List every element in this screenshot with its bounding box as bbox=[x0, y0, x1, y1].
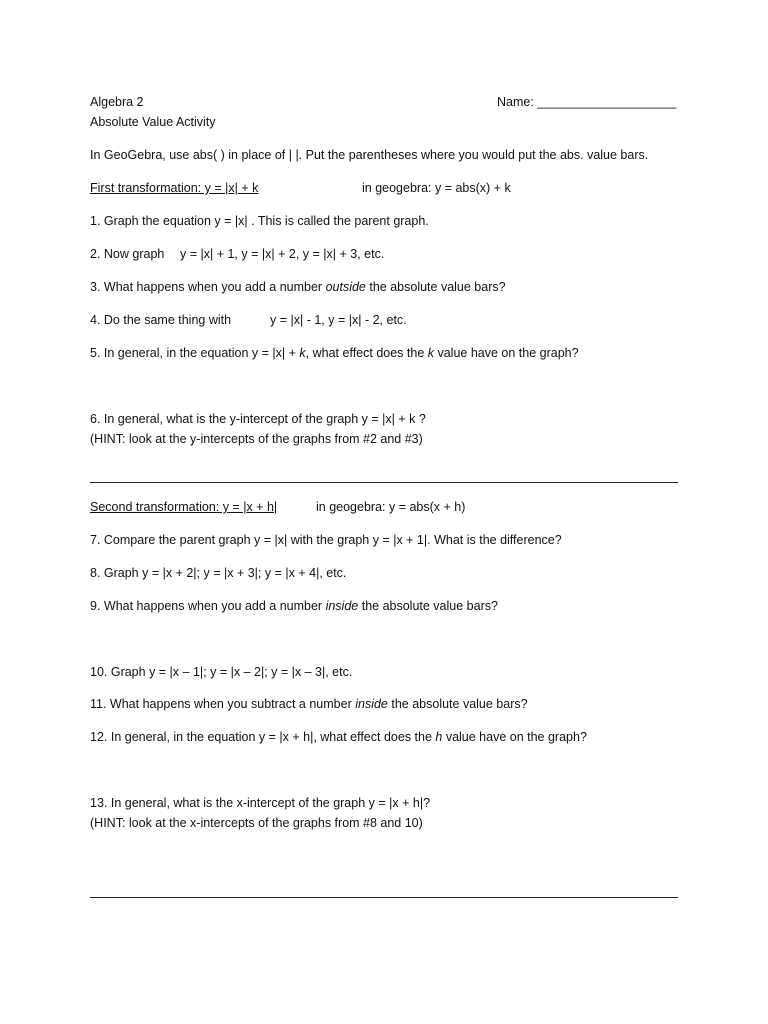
question-9-post: the absolute value bars? bbox=[358, 599, 498, 613]
question-5-post: value have on the graph? bbox=[434, 346, 579, 360]
question-9 bbox=[90, 598, 498, 614]
name-field-label: Name: ____________________ bbox=[497, 95, 677, 109]
question-3 bbox=[90, 279, 506, 295]
question-5 bbox=[90, 345, 579, 361]
question-11 bbox=[90, 696, 528, 712]
question-4-equations: y = |x| - 1, y = |x| - 2, etc. bbox=[270, 313, 407, 327]
question-7: 7. Compare the parent graph y = |x| with the graph y = |x + 1|. What is the difference? bbox=[90, 533, 562, 547]
question-12-pre: 12. In general, in the equation y = |x + h|, what effect does the bbox=[90, 730, 436, 744]
question-2-equations: y = |x| + 1, y = |x| + 2, y = |x| + 3, etc. bbox=[180, 247, 385, 261]
question-4-lead: 4. Do the same thing with bbox=[90, 313, 232, 327]
question-12-h: h bbox=[435, 730, 443, 744]
question-12 bbox=[90, 729, 587, 745]
question-9-emphasis: inside bbox=[325, 599, 359, 613]
question-10: 10. Graph y = |x – 1|; y = |x – 2|; y = |x – 3|, etc. bbox=[90, 665, 353, 679]
question-5-pre: 5. In general, in the equation y = |x| + bbox=[90, 346, 300, 360]
section1-geogebra-note: in geogebra: y = abs(x) + k bbox=[362, 181, 511, 195]
question-12-post: value have on the graph? bbox=[442, 730, 587, 744]
question-6-hint: (HINT: look at the y-intercepts of the graphs from #2 and #3) bbox=[90, 432, 423, 446]
activity-title: Absolute Value Activity bbox=[90, 115, 216, 129]
section2-heading: Second transformation: y = |x + h| bbox=[90, 500, 278, 514]
question-8: 8. Graph y = |x + 2|; y = |x + 3|; y = |x + 4|, etc. bbox=[90, 566, 347, 580]
section1-heading: First transformation: y = |x| + k bbox=[90, 181, 259, 195]
question-11-emphasis: inside bbox=[355, 697, 388, 711]
question-13: 13. In general, what is the x-intercept of the graph y = |x + h|? bbox=[90, 796, 431, 810]
section2-geogebra-note: in geogebra: y = abs(x + h) bbox=[316, 500, 466, 514]
question-3-emphasis: outside bbox=[325, 280, 366, 294]
question-11-pre: 11. What happens when you subtract a number bbox=[90, 697, 356, 711]
intro-instruction: In GeoGebra, use abs( ) in place of | |. Put the parentheses where you would put the abs. value bars. bbox=[90, 148, 649, 162]
course-title: Algebra 2 bbox=[90, 95, 144, 109]
question-2-lead: 2. Now graph bbox=[90, 247, 165, 261]
question-5-k1: k bbox=[299, 346, 306, 360]
answer-line-2 bbox=[90, 897, 678, 898]
answer-line-1 bbox=[90, 482, 678, 483]
question-6: 6. In general, what is the y-intercept of the graph y = |x| + k ? bbox=[90, 412, 426, 426]
question-5-k2: k bbox=[427, 346, 434, 360]
question-13-hint: (HINT: look at the x-intercepts of the graphs from #8 and 10) bbox=[90, 816, 423, 830]
question-1: 1. Graph the equation y = |x| . This is called the parent graph. bbox=[90, 214, 429, 228]
question-11-post: the absolute value bars? bbox=[387, 697, 528, 711]
question-3-pre: 3. What happens when you add a number bbox=[90, 280, 326, 294]
question-3-post: the absolute value bars? bbox=[365, 280, 506, 294]
question-9-pre: 9. What happens when you add a number bbox=[90, 599, 326, 613]
question-5-mid: , what effect does the bbox=[305, 346, 428, 360]
